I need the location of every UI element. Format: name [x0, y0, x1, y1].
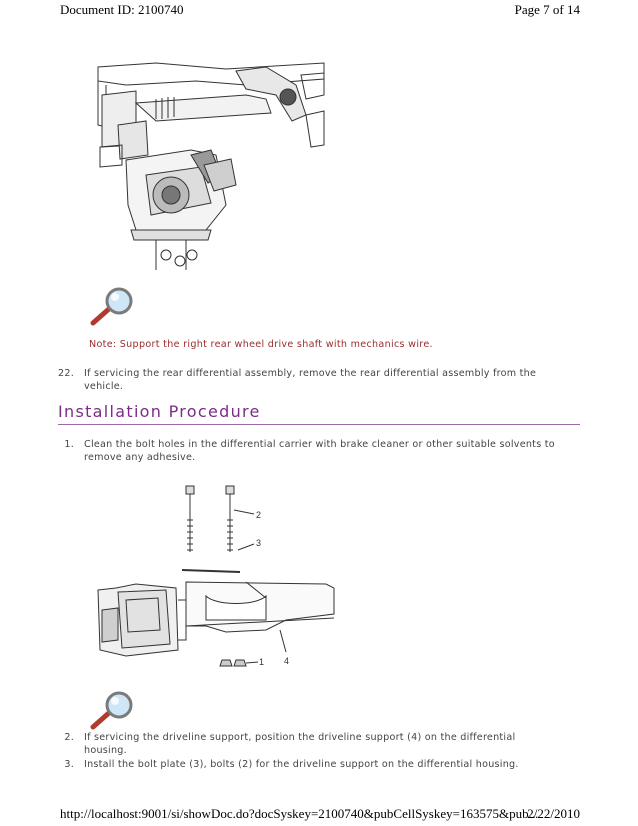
- magnifier-icon[interactable]: [88, 286, 138, 328]
- step-text-line2: vehicle.: [84, 381, 124, 392]
- footer-date: 2/22/2010: [527, 806, 580, 821]
- step-3: [54, 758, 584, 772]
- page-header: [60, 2, 580, 18]
- step-number: 3.: [64, 759, 74, 770]
- step-22: [54, 367, 584, 395]
- step-number: 1.: [64, 439, 74, 450]
- page-number: Page 7 of 14: [514, 2, 580, 17]
- footer-url[interactable]: http://localhost:9001/si/showDoc.do?docSyskey=2100740&pubCellSyskey=163575&pub...: [60, 806, 539, 821]
- step-text-line2: housing.: [84, 745, 127, 756]
- magnifier-icon[interactable]: [88, 690, 138, 732]
- section-divider: [58, 424, 580, 425]
- step-number: 2.: [64, 732, 74, 743]
- step-number: 22.: [57, 368, 74, 379]
- section-title: Installation Procedure: [58, 402, 261, 421]
- step-text-line1: Install the bolt plate (3), bolts (2) for the driveline support on the differential housing.: [84, 759, 519, 770]
- differential-removal-illustration: [96, 55, 326, 270]
- step-text-line1: If servicing the rear differential assembly, remove the rear differential assembly from the: [84, 368, 537, 379]
- callout-1: 1: [259, 657, 265, 667]
- driveline-support-illustration: [96, 480, 336, 676]
- callout-3: 3: [256, 538, 262, 548]
- page-footer: [60, 806, 580, 822]
- step-2: [54, 731, 584, 759]
- callout-4: 4: [284, 656, 290, 666]
- document-id: Document ID: 2100740: [60, 2, 184, 17]
- callout-2: 2: [256, 510, 262, 520]
- note-text: Note: Support the right rear wheel drive shaft with mechanics wire.: [89, 339, 433, 350]
- step-1: [54, 438, 584, 466]
- step-text-line1: If servicing the driveline support, position the driveline support (4) on the differential: [84, 732, 516, 743]
- step-text-line1: Clean the bolt holes in the differential carrier with brake cleaner or other suitable solvents to: [84, 439, 555, 450]
- step-text-line2: remove any adhesive.: [84, 452, 196, 463]
